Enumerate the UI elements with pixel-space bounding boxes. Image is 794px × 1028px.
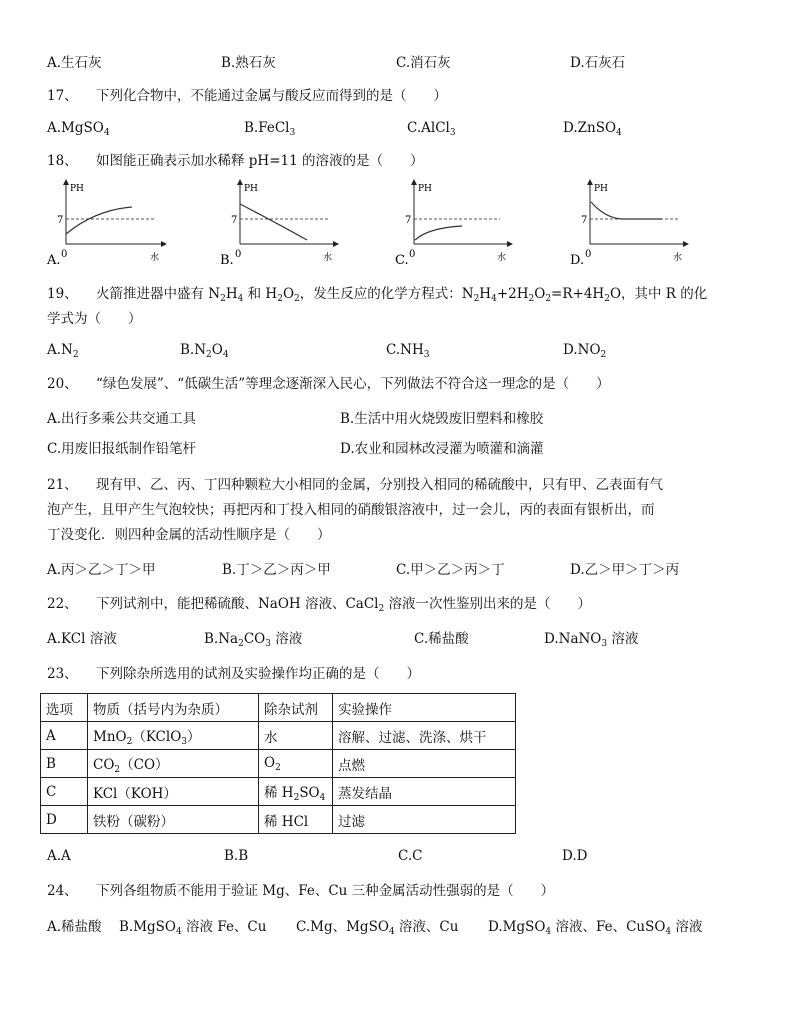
q24-option-a: A.稀盐酸 bbox=[47, 919, 102, 935]
q21-stem-line1: 21、 现有甲、乙、丙、丁四种颗粒大小相同的金属，分别投入相同的稀硫酸中，只有甲、乙表面有气 bbox=[47, 477, 663, 493]
q21-number: 21、 bbox=[47, 477, 78, 493]
q23-option-b: B.B bbox=[224, 848, 249, 864]
q20-number: 20、 bbox=[47, 376, 78, 392]
q17-option-b: B.FeCl$_3$ bbox=[244, 120, 296, 138]
q24-number: 24、 bbox=[47, 883, 78, 899]
cell-reagent: 稀 HCl bbox=[259, 806, 333, 834]
graph-a bbox=[46, 182, 164, 268]
graph-a-label: A. bbox=[47, 253, 61, 268]
graph-d-x-label: 水 bbox=[673, 253, 683, 263]
graph-b-ref: 7 bbox=[231, 215, 238, 226]
table-row bbox=[41, 722, 516, 750]
cell-operation: 过滤 bbox=[333, 806, 516, 834]
cell-reagent: $O_2$ bbox=[259, 750, 333, 778]
cell-operation: 溶解、过滤、洗涤、烘干 bbox=[333, 722, 516, 750]
q21-option-c: C.甲＞乙＞丙＞丁 bbox=[396, 562, 505, 578]
table-row bbox=[41, 806, 516, 834]
q23-number: 23、 bbox=[47, 666, 78, 682]
q20-option-b: B.生活中用火烧毁废旧塑料和橡胶 bbox=[340, 411, 544, 427]
graph-d-label: D. bbox=[570, 253, 585, 268]
q18-graphs bbox=[0, 176, 794, 276]
q22-option-c: C.稀盐酸 bbox=[414, 631, 469, 647]
q18-text: 如图能正确表示加水稀释 pH=11 的溶液的是（ ） bbox=[95, 153, 424, 169]
q23-option-c: C.C bbox=[398, 848, 423, 864]
cell-operation: 蒸发结晶 bbox=[333, 778, 516, 806]
q19-option-d: $D.NO_2$ bbox=[563, 342, 607, 360]
graph-c-origin: 0 bbox=[409, 249, 416, 260]
table-row bbox=[41, 750, 516, 778]
q17-stem bbox=[47, 84, 447, 104]
col-operation: 实验操作 bbox=[333, 694, 516, 722]
graph-d-y-label: PH bbox=[594, 184, 608, 194]
q24-option-d: D.MgSO$_4$ 溶液、Fe、CuSO$_4$ 溶液 bbox=[488, 919, 703, 937]
graph-b-origin: 0 bbox=[235, 249, 242, 260]
cell-reagent: 稀 $H_2SO_4$ bbox=[259, 778, 333, 806]
graph-d bbox=[570, 182, 686, 268]
graph-b-x-label: 水 bbox=[323, 253, 333, 263]
graph-c-x-label: 水 bbox=[497, 253, 507, 263]
q20-option-a: A.出行多乘公共交通工具 bbox=[47, 411, 197, 427]
q21-stem-line3: 丁没变化．则四种金属的活动性顺序是（ ） bbox=[47, 527, 331, 543]
graph-c bbox=[395, 182, 510, 268]
q22-option-a: A.KCl 溶液 bbox=[47, 631, 117, 647]
col-reagent: 除杂试剂 bbox=[259, 694, 333, 722]
q20-option-c: C.用废旧报纸制作铅笔杆 bbox=[47, 441, 197, 457]
table-row bbox=[41, 778, 516, 806]
col-option: 选项 bbox=[41, 694, 88, 722]
q16-option-a: A.生石灰 bbox=[47, 55, 102, 71]
q17-option-d: D.ZnSO$_4$ bbox=[563, 120, 622, 138]
cell-operation: 点燃 bbox=[333, 750, 516, 778]
cell-option: B bbox=[41, 750, 88, 778]
cell-substance: $CO_2(CO)$ bbox=[88, 750, 259, 778]
q24-option-c: C.Mg、MgSO$_4$ 溶液、Cu bbox=[296, 919, 459, 937]
q17-option-c: C.AlCl$_3$ bbox=[407, 120, 456, 138]
q18-number: 18、 bbox=[47, 153, 78, 169]
q24-text: 下列各组物质不能用于验证 Mg、Fe、Cu 三种金属活动性强弱的是（ ） bbox=[95, 883, 555, 899]
q19-option-c: $C.NH_3$ bbox=[386, 342, 430, 360]
graph-c-label: C. bbox=[395, 253, 409, 268]
q21-stem-line2: 泡产生，且甲产生气泡较快；再把丙和丁投入相同的硝酸银溶液中，过一会儿，丙的表面有银析出，而 bbox=[47, 502, 655, 518]
q20-stem bbox=[47, 372, 610, 392]
graph-b bbox=[220, 182, 336, 268]
table-header-row bbox=[41, 694, 516, 722]
graph-c-y-label: PH bbox=[418, 184, 432, 194]
q21-option-b: B.丁＞乙＞丙＞甲 bbox=[222, 562, 331, 578]
graph-a-x-label: 水 bbox=[150, 253, 160, 263]
q17-number: 17、 bbox=[47, 88, 78, 104]
q22-number: 22、 bbox=[47, 596, 78, 612]
q19-option-b: $B.N_2O_4$ bbox=[180, 342, 229, 360]
graph-a-origin: 0 bbox=[61, 249, 68, 260]
q23-option-d: D.D bbox=[562, 848, 588, 864]
graph-d-ref: 7 bbox=[581, 215, 588, 226]
q22-option-b: $B.Na_2CO_3$ 溶液 bbox=[204, 631, 303, 649]
q17-option-a: A.MgSO$_4$ bbox=[47, 120, 110, 138]
q23-stem bbox=[47, 662, 420, 682]
q19-stem-line2: 学式为（ ） bbox=[47, 311, 142, 327]
q18-stem bbox=[47, 149, 423, 169]
q23-option-a: A.A bbox=[47, 848, 71, 864]
cell-option: A bbox=[41, 722, 88, 750]
q24-option-b: B.MgSO$_4$ 溶液 Fe、Cu bbox=[119, 919, 267, 937]
cell-option: D bbox=[41, 806, 88, 834]
cell-reagent: 水 bbox=[259, 722, 333, 750]
q16-option-d: D.石灰石 bbox=[570, 55, 626, 71]
q20-option-d: D.农业和园林改浸灌为喷灌和滴灌 bbox=[340, 441, 544, 457]
q19-option-a: $A.N_2$ bbox=[47, 342, 79, 360]
q22-stem: 22、 下列试剂中，能把稀硫酸、NaOH 溶液、CaCl$_2$ 溶液一次性鉴别出来的是（ ） bbox=[47, 596, 592, 614]
q24-stem bbox=[47, 879, 554, 899]
q22-option-d: D.NaNO$_3$ 溶液 bbox=[544, 631, 639, 649]
graph-d-origin: 0 bbox=[585, 249, 592, 260]
graph-a-ref: 7 bbox=[57, 215, 64, 226]
cell-substance: KCl（KOH） bbox=[88, 778, 259, 806]
graph-b-label: B. bbox=[220, 253, 234, 268]
q21-option-a: A.丙＞乙＞丁＞甲 bbox=[47, 562, 156, 578]
col-substance: 物质（括号内为杂质） bbox=[88, 694, 259, 722]
q16-option-c: C.消石灰 bbox=[396, 55, 451, 71]
q20-text: “绿色发展”、“低碳生活”等理念逐渐深入民心，下列做法不符合这一理念的是（ ） bbox=[95, 376, 610, 392]
q16-option-b: B.熟石灰 bbox=[221, 55, 276, 71]
q21-option-d: D.乙＞甲＞丁＞丙 bbox=[570, 562, 680, 578]
q23-text: 下列除杂所选用的试剂及实验操作均正确的是（ ） bbox=[95, 666, 420, 682]
q19-stem: 19、 火箭推进器中盛有 $N_2H_4$ 和 $H_2O_2$，发生反应的化学方程式：$N_2H_4+2H_2O_2=R+4H_2O$，其中 R 的化 bbox=[47, 286, 708, 304]
graph-c-ref: 7 bbox=[405, 215, 412, 226]
q19-number: 19、 bbox=[47, 286, 78, 302]
cell-option: C bbox=[41, 778, 88, 806]
cell-substance: 铁粉（碳粉） bbox=[88, 806, 259, 834]
q17-text: 下列化合物中，不能通过金属与酸反应而得到的是（ ） bbox=[95, 88, 447, 104]
graph-a-y-label: PH bbox=[70, 184, 84, 194]
cell-substance: MnO$_2$（KClO$_3$） bbox=[88, 722, 259, 750]
graph-b-y-label: PH bbox=[244, 184, 258, 194]
q23-table bbox=[40, 693, 516, 834]
